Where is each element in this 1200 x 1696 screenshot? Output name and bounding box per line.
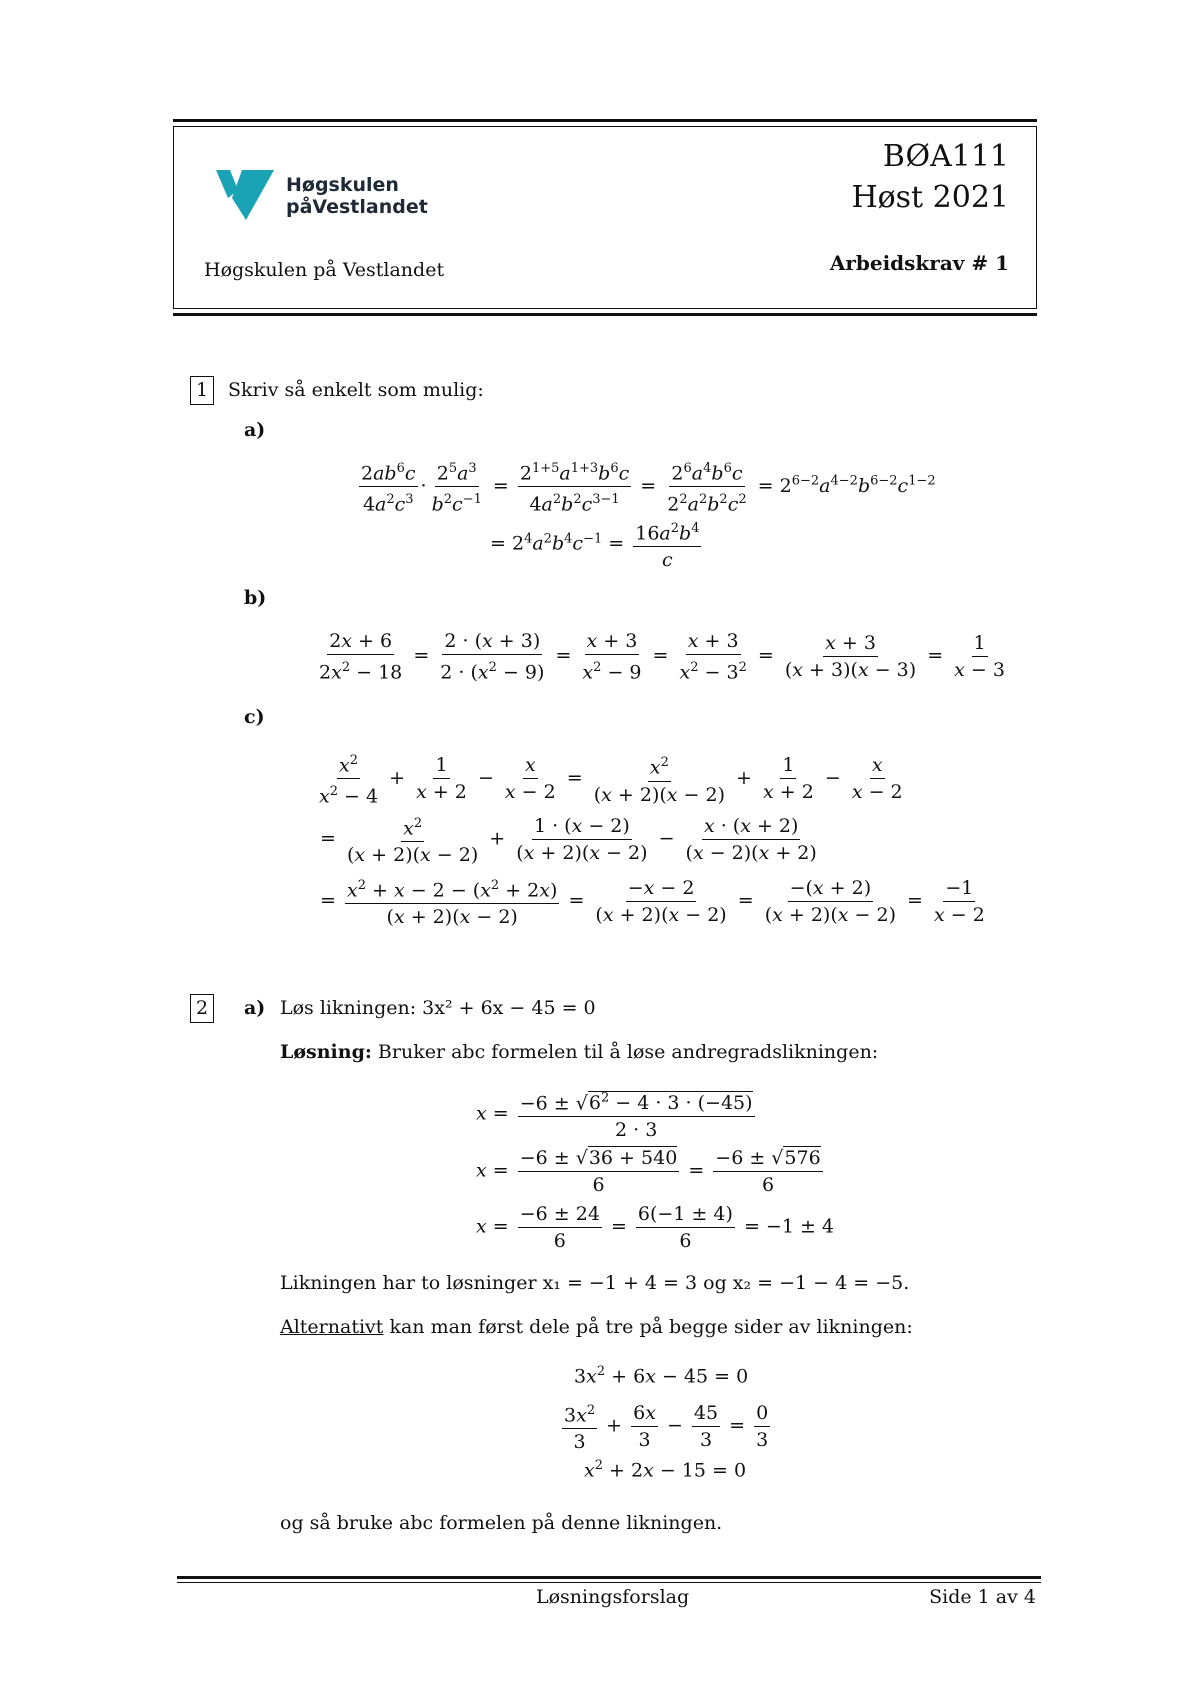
alternative-line <box>280 1316 913 1338</box>
logo-wordmark <box>286 174 428 218</box>
logo-line-2: påVestlandet <box>286 196 428 218</box>
page-number: Side 1 av 4 <box>929 1586 1036 1608</box>
equation-2a-step1: x = $\frac{-6 \pm √6^2 - 4 \cdot 3 \cdot (-45)}{2 \cdot 3}$ <box>476 1088 758 1141</box>
solution-label: Løsning: <box>280 1041 372 1063</box>
institution-name: Høgskulen på Vestlandet <box>204 259 445 281</box>
header-rule-bottom-thin <box>173 308 1037 309</box>
footer-rule <box>177 1576 1041 1579</box>
term: Høst 2021 <box>851 180 1009 215</box>
header-border-left <box>173 126 174 308</box>
equation-1b: $\frac{2x + 6}{2x^2 - 18}$ = $\frac{2 \cdot (x + 3)}{2 \cdot (x^2 - 9)}$ = $\frac{x + 3}{x^2 - 9}$ = $\frac{x + 3}{x^2 - 3^2}$ = $\frac{x + 3}{(x + 3)(x - 3)}$ = $\frac{1}{x - 3}$ <box>319 630 1005 684</box>
part-label-b: b) <box>244 587 267 609</box>
equation-2a-step2: x = $\frac{-6 \pm √36 + 540}{6}$ = $\frac{-6 \pm √576}{6}$ <box>476 1147 821 1196</box>
task-number-box: 2 <box>190 994 214 1023</box>
header-rule-top-thin <box>173 126 1037 127</box>
result-text: Likningen har to løsninger x₁ = −1 + 4 = 3 og x₂ = −1 − 4 = −5. <box>280 1272 910 1294</box>
equation-1c-line2: = $\frac{x^2}{(x + 2)(x - 2)}$ + $\frac{1 \cdot (x - 2)}{(x + 2)(x - 2)}$ − $\frac{x \cdot (x + 2)}{(x - 2)(x + 2)}$ <box>320 813 822 866</box>
header-rule-bottom <box>173 313 1037 316</box>
equation-alt-line3: $x^2 + 2x - 15 = 0$ <box>584 1458 747 1482</box>
equation-alt-line2: $\frac{3x^2}{3}$ + $\frac{6x}{3}$ − $\frac{45}{3}$ = $\frac{0}{3}$ <box>559 1400 773 1453</box>
course-code: BØA111 <box>882 139 1009 174</box>
part-label-a: a) <box>244 997 266 1019</box>
equation-1c-line1: $\frac{x^2}{x^2 - 4}$ + $\frac{1}{x + 2}$ − $\frac{x}{x - 2}$ = $\frac{x^2}{(x + 2)(x - 2)}$ + $\frac{1}{x + 2}$ − $\frac{x}{x - 2}$ <box>314 750 908 808</box>
alternative-label: Alternativt <box>280 1316 384 1338</box>
equation-1c-line3: = $\frac{x^2 + x - 2 - (x^2 + 2x)}{(x + 2)(x - 2)}$ = $\frac{-x - 2}{(x + 2)(x - 2)}$ = $\frac{-(x + 2)}{(x + 2)(x - 2)}$ = $\frac{-1}{x - 2}$ <box>320 875 990 928</box>
header-border-right <box>1036 126 1037 308</box>
task-number-box: 1 <box>190 376 214 405</box>
logo-line-1: Høgskulen <box>286 174 399 196</box>
alternative-text: kan man først dele på tre på begge sider av likningen: <box>389 1316 913 1338</box>
part-label-c: c) <box>244 706 265 728</box>
solution-text: Bruker abc formelen til å løse andregradslikningen: <box>377 1041 879 1063</box>
question-text: Løs likningen: 3x² + 6x − 45 = 0 <box>280 997 596 1019</box>
hvl-logo-icon <box>216 168 276 222</box>
equation-2a-step3: x = $\frac{-6 \pm 24}{6}$ = $\frac{6(-1 \pm 4)}{6}$ = −1 ± 4 <box>476 1203 835 1252</box>
footer-rule-thin <box>177 1582 1041 1583</box>
header-rule-top <box>173 119 1037 122</box>
footer-title: Løsningsforslag <box>536 1586 690 1608</box>
assignment-title: Arbeidskrav # 1 <box>829 251 1009 275</box>
equation-1a-line1: $\frac{2ab^6c}{4a^2c^3}$ · $\frac{2^5a^3}{b^2c^{-1}}$ = $\frac{2^{1+5}a^{1+3}b^6c}{4a^2b^2c^{3-1}}$ = $\frac{2^6a^4b^6c}{2^2a^2b^2c^2}$ = $2^{6-2}a^{4-2}b^{6-2}c^{1-2}$ <box>356 458 936 516</box>
part-label-a: a) <box>244 419 266 441</box>
solution-line <box>280 1041 878 1063</box>
equation-alt-line1: $3x^2 + 6x - 45 = 0$ <box>574 1364 749 1388</box>
closing-text: og så bruke abc formelen på denne likningen. <box>280 1512 723 1534</box>
equation-1a-line2: = $2^4a^2b^4c^{-1}$ = $\frac{16a^2b^4}{c}$ <box>490 518 704 571</box>
task-prompt: Skriv så enkelt som mulig: <box>228 379 484 401</box>
